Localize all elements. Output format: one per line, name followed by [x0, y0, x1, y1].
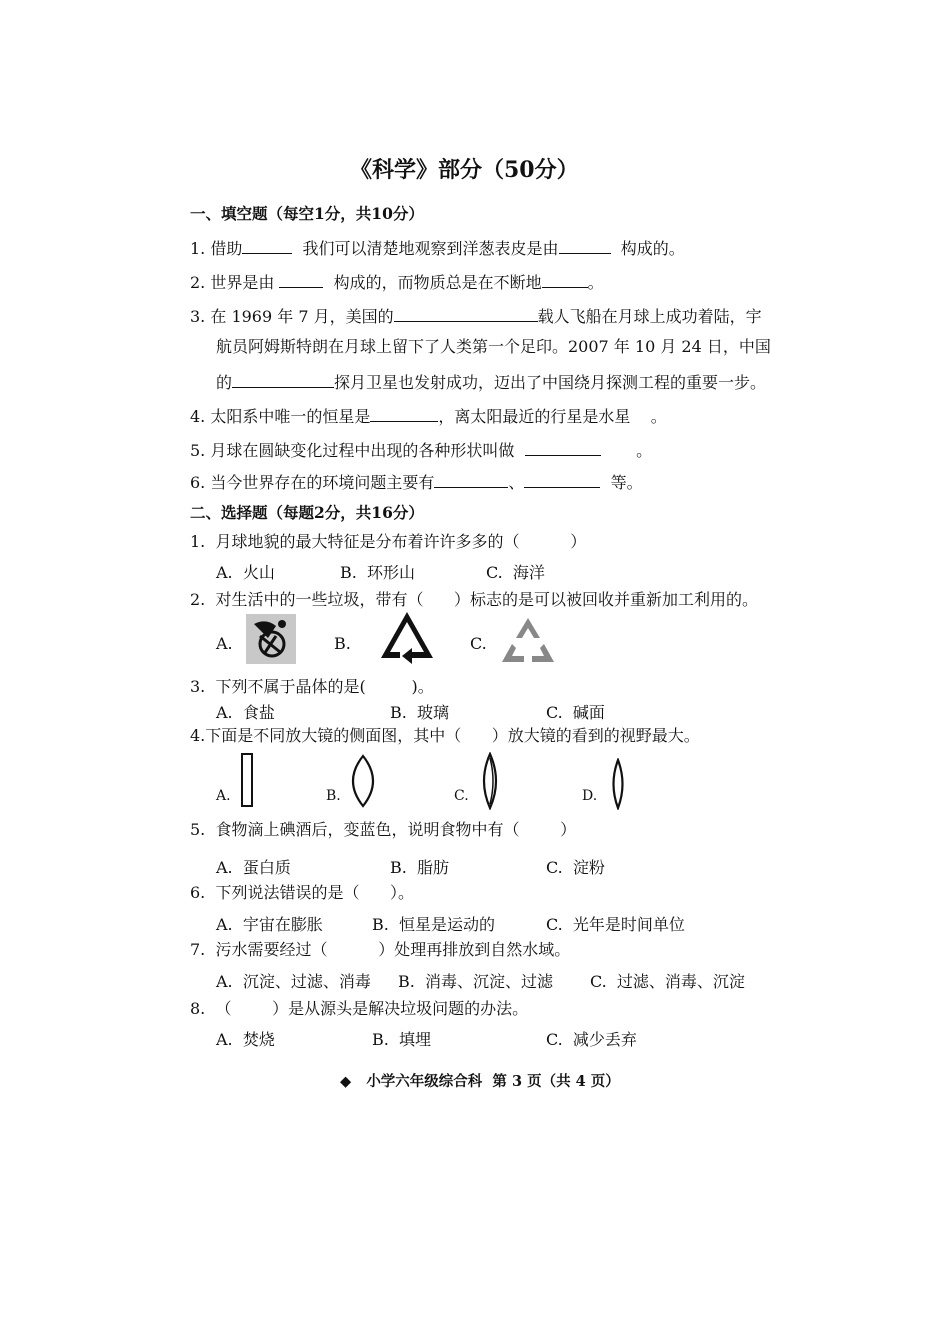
- option-c[interactable]: C. 减少丢弃: [546, 1030, 637, 1049]
- blank[interactable]: [525, 439, 601, 456]
- option-b[interactable]: B. 消毒、沉淀、过滤: [398, 972, 554, 991]
- choice-question-6: 6. 下列说法错误的是（ ）。: [190, 883, 414, 902]
- blank[interactable]: [242, 237, 292, 254]
- option-a[interactable]: A. 食盐: [216, 703, 275, 722]
- choice-question-5: 5. 食物滴上碘酒后，变蓝色，说明食物中有（ ）: [190, 820, 577, 839]
- option-c[interactable]: C. 碱面: [546, 703, 605, 722]
- option-c[interactable]: C. 海洋: [486, 563, 545, 582]
- recycle-person-icon: [246, 614, 296, 668]
- blank[interactable]: [542, 271, 588, 288]
- thick-convex-lens-icon: [345, 754, 381, 812]
- section2-heading: 二、选择题（每题2分，共16分）: [190, 503, 424, 522]
- option-b[interactable]: B. 恒星是运动的: [372, 915, 496, 934]
- diamond-icon: ◆: [340, 1073, 352, 1090]
- option-c[interactable]: C. 光年是时间单位: [546, 915, 685, 934]
- blank[interactable]: [232, 371, 334, 388]
- option-c[interactable]: C.: [454, 788, 469, 804]
- option-b[interactable]: B. 玻璃: [390, 703, 450, 722]
- page-title: 《科学》部分（50分）: [350, 157, 579, 183]
- option-c[interactable]: C. 淀粉: [546, 858, 605, 877]
- option-a[interactable]: A.: [216, 788, 231, 804]
- fill-question-2: 2. 世界是由 构成的，而物质总是在不断地 。: [190, 273, 604, 292]
- fill-question-3-line2: 航员阿姆斯特朗在月球上留下了人类第一个足印。2007 年 10 月 24 日，中国: [216, 337, 771, 356]
- option-b[interactable]: B. 脂肪: [390, 858, 450, 877]
- option-a[interactable]: A. 蛋白质: [216, 858, 291, 877]
- section1-heading: 一、填空题（每空1分，共10分）: [190, 204, 424, 223]
- recycle-triangle-icon: [378, 610, 436, 670]
- option-a[interactable]: A. 焚烧: [216, 1030, 275, 1049]
- choice-question-4: 4.下面是不同放大镜的侧面图，其中（ ）放大镜的看到的视野最大。: [190, 726, 700, 745]
- fill-question-1: 1. 借助 我们可以清楚地观察到洋葱表皮是由 构成的。: [190, 239, 685, 258]
- option-b[interactable]: B. 环形山: [340, 563, 416, 582]
- choice-question-2: 2. 对生活中的一些垃圾，带有（ ）标志的是可以被回收并重新加工利用的。: [190, 590, 758, 609]
- option-b[interactable]: B.: [326, 788, 341, 804]
- thin-convex-lens-icon: [610, 758, 626, 814]
- option-c[interactable]: C. 过滤、消毒、沉淀: [590, 972, 745, 991]
- recycle-arrows-icon: [500, 614, 556, 670]
- option-c[interactable]: C.: [470, 634, 487, 653]
- option-a[interactable]: A. 宇宙在膨胀: [216, 915, 323, 934]
- medium-convex-lens-icon: [480, 752, 500, 814]
- choice-question-7: 7. 污水需要经过（ ）处理再排放到自然水域。: [190, 940, 571, 959]
- choice-question-8: 8. （ ）是从源头是解决垃圾问题的办法。: [190, 999, 529, 1018]
- page-footer: ◆ 小学六年级综合科 第 3 页（共 4 页）: [340, 1073, 620, 1090]
- fill-question-5: 5. 月球在圆缺变化过程中出现的各种形状叫做 。: [190, 441, 653, 460]
- blank[interactable]: [434, 471, 508, 488]
- blank[interactable]: [370, 405, 438, 422]
- option-b[interactable]: B.: [334, 634, 351, 653]
- blank[interactable]: [394, 305, 538, 322]
- blank[interactable]: [524, 471, 600, 488]
- blank[interactable]: [279, 271, 323, 288]
- fill-question-6: 6. 当今世界存在的环境问题主要有 、 等。: [190, 473, 643, 492]
- flat-lens-icon: [240, 752, 254, 812]
- fill-question-4: 4. 太阳系中唯一的恒星是 ，离太阳最近的行星是水星 。: [190, 407, 667, 426]
- choice-question-1: 1. 月球地貌的最大特征是分布着许许多多的（ ）: [190, 532, 587, 551]
- option-a[interactable]: A. 火山: [216, 563, 275, 582]
- option-d[interactable]: D.: [582, 788, 598, 804]
- blank[interactable]: [559, 237, 611, 254]
- option-a[interactable]: A.: [216, 634, 233, 653]
- option-b[interactable]: B. 填埋: [372, 1030, 432, 1049]
- option-a[interactable]: A. 沉淀、过滤、消毒: [216, 972, 371, 991]
- choice-question-3: 3. 下列不属于晶体的是( )。: [190, 677, 434, 696]
- fill-question-3-line3: 的 探月卫星也发射成功，迈出了中国绕月探测工程的重要一步。: [216, 373, 767, 392]
- fill-question-3: 3. 在 1969 年 7 月，美国的 载人飞船在月球上成功着陆，宇: [190, 307, 762, 326]
